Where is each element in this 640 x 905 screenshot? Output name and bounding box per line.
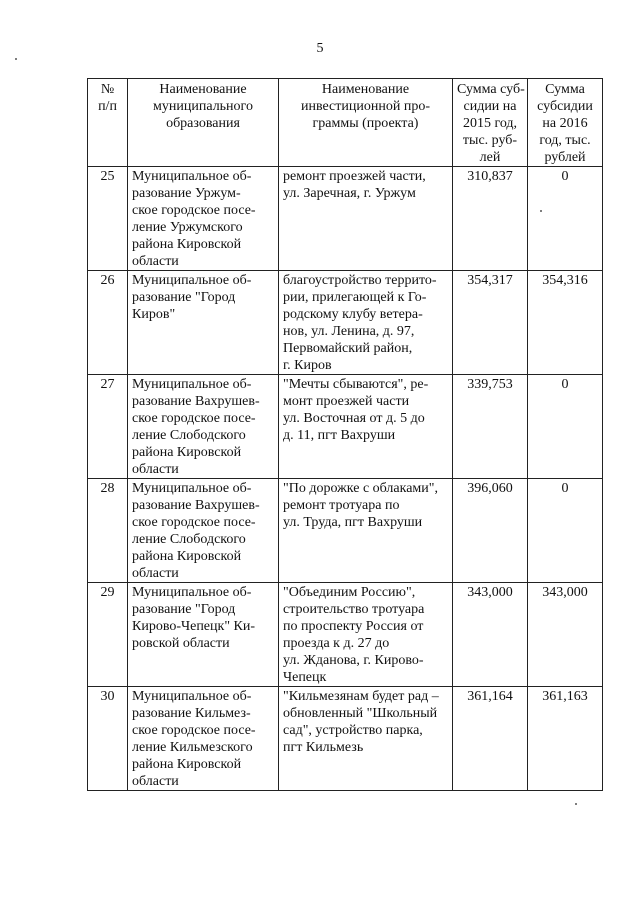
table-body: [88, 167, 603, 791]
municipality-line: области: [132, 254, 179, 269]
table-row: [88, 271, 603, 375]
header-line: сидии на: [463, 99, 517, 114]
program-cell: [279, 375, 453, 479]
header-line: образования: [166, 116, 240, 131]
row-number-cell: 30: [88, 687, 128, 791]
scan-speck: [15, 58, 17, 60]
municipality-line: разование Вахрушев-: [132, 498, 260, 513]
header-line: инвестиционной про-: [300, 99, 430, 114]
header-line: на 2016: [542, 116, 588, 131]
municipality-line: ление Слободского: [132, 428, 246, 443]
program-line: проезда к д. 27 до: [283, 636, 390, 651]
municipality-line: разование Кильмез-: [132, 706, 251, 721]
program-line: ремонт тротуара по: [283, 498, 400, 513]
municipality-cell: [128, 375, 279, 479]
sum-2015-cell: 396,060: [453, 479, 528, 583]
program-line: ул. Заречная, г. Уржум: [283, 186, 416, 201]
municipality-line: разование Вахрушев-: [132, 394, 260, 409]
row-number-cell: 26: [88, 271, 128, 375]
program-line: ремонт проезжей части,: [283, 169, 426, 184]
municipality-line: ское городское посе-: [132, 723, 256, 738]
program-cell: [279, 271, 453, 375]
header-line: рублей: [544, 150, 586, 165]
row-number-cell: 28: [88, 479, 128, 583]
program-line: монт проезжей части: [283, 394, 410, 409]
sum-2016-cell: 354,316: [528, 271, 603, 375]
header-sum-2016: [528, 79, 603, 167]
program-cell: [279, 167, 453, 271]
scan-speck: [540, 210, 542, 212]
program-line: благоустройство террито-: [283, 273, 437, 288]
header-line: граммы (проекта): [312, 116, 419, 131]
program-line: "Мечты сбываются", ре-: [283, 377, 429, 392]
municipality-line: разование "Город: [132, 290, 236, 305]
municipality-line: Муниципальное об-: [132, 481, 252, 496]
header-line: Сумма суб-: [457, 82, 525, 97]
municipality-line: Кирово-Чепецк" Ки-: [132, 619, 256, 634]
program-line: родскому клубу ветера-: [283, 307, 423, 322]
municipality-cell: [128, 271, 279, 375]
municipality-line: ление Слободского: [132, 532, 246, 547]
row-number-cell: 25: [88, 167, 128, 271]
program-line: Первомайский район,: [283, 341, 413, 356]
header-line: год, тыс.: [539, 133, 591, 148]
header-line: субсидии: [537, 99, 593, 114]
municipality-line: района Кировской: [132, 757, 242, 772]
program-cell: [279, 583, 453, 687]
municipality-line: Муниципальное об-: [132, 689, 252, 704]
municipality-line: области: [132, 774, 179, 789]
header-line: лей: [479, 150, 501, 165]
sum-2015-cell: 310,837: [453, 167, 528, 271]
municipality-cell: [128, 687, 279, 791]
row-number-cell: 29: [88, 583, 128, 687]
subsidy-table: [87, 78, 603, 791]
municipality-line: района Кировской: [132, 549, 242, 564]
sum-2016-cell: 0: [528, 479, 603, 583]
program-line: обновленный "Школьный: [283, 706, 438, 721]
header-line: №: [100, 82, 115, 97]
program-line: сад", устройство парка,: [283, 723, 423, 738]
header-municipality: [128, 79, 279, 167]
program-line: г. Киров: [283, 358, 332, 373]
page-number: 5: [316, 41, 324, 56]
sum-2015-cell: 343,000: [453, 583, 528, 687]
header-line: 2015 год,: [462, 116, 518, 131]
program-line: "Кильмезянам будет рад –: [283, 689, 439, 704]
municipality-line: ление Кильмезского: [132, 740, 253, 755]
program-cell: [279, 687, 453, 791]
program-line: Чепецк: [283, 670, 327, 685]
header-sum-2015: [453, 79, 528, 167]
program-line: по проспекту Россия от: [283, 619, 424, 634]
table-row: [88, 167, 603, 271]
municipality-cell: [128, 167, 279, 271]
table-row: [88, 687, 603, 791]
program-line: ул. Восточная от д. 5 до: [283, 411, 425, 426]
program-line: ул. Жданова, г. Кирово-: [283, 653, 424, 668]
program-cell: [279, 479, 453, 583]
program-line: рии, прилегающей к Го-: [283, 290, 427, 305]
municipality-line: области: [132, 462, 179, 477]
sum-2016-cell: 0: [528, 375, 603, 479]
sum-2016-cell: 343,000: [528, 583, 603, 687]
municipality-line: Киров": [132, 307, 176, 322]
header-line: тыс. руб-: [462, 133, 518, 148]
municipality-line: ровской области: [132, 636, 230, 651]
municipality-cell: [128, 583, 279, 687]
program-line: "Объединим Россию",: [283, 585, 416, 600]
sum-2015-cell: 354,317: [453, 271, 528, 375]
header-line: Наименование: [321, 82, 410, 97]
municipality-line: разование "Город: [132, 602, 236, 617]
row-number-cell: 27: [88, 375, 128, 479]
municipality-line: ление Уржумского: [132, 220, 243, 235]
header-line: Наименование: [159, 82, 247, 97]
header-line: муниципального: [153, 99, 253, 114]
program-line: д. 11, пгт Вахруши: [283, 428, 396, 443]
municipality-line: ское городское посе-: [132, 411, 256, 426]
sum-2015-cell: 339,753: [453, 375, 528, 479]
municipality-line: района Кировской: [132, 237, 242, 252]
municipality-line: ское городское посе-: [132, 515, 256, 530]
municipality-line: Муниципальное об-: [132, 585, 252, 600]
sum-2015-cell: 361,164: [453, 687, 528, 791]
table-row: [88, 583, 603, 687]
program-line: нов, ул. Ленина, д. 97,: [283, 324, 415, 339]
municipality-line: области: [132, 566, 179, 581]
program-line: "По дорожке с облаками",: [283, 481, 438, 496]
program-line: ул. Труда, пгт Вахруши: [283, 515, 423, 530]
municipality-line: района Кировской: [132, 445, 242, 460]
municipality-line: Муниципальное об-: [132, 273, 252, 288]
header-line: п/п: [98, 99, 117, 114]
municipality-cell: [128, 479, 279, 583]
sum-2016-cell: 361,163: [528, 687, 603, 791]
header-number: [88, 79, 128, 167]
header-program: [279, 79, 453, 167]
program-line: строительство тротуара: [283, 602, 425, 617]
sum-2016-cell: 0: [528, 167, 603, 271]
header-line: Сумма: [545, 82, 585, 97]
municipality-line: ское городское посе-: [132, 203, 256, 218]
table-header-row: [88, 79, 603, 167]
program-line: пгт Кильмезь: [283, 740, 364, 755]
table-row: [88, 479, 603, 583]
municipality-line: разование Уржум-: [132, 186, 241, 201]
municipality-line: Муниципальное об-: [132, 377, 252, 392]
municipality-line: Муниципальное об-: [132, 169, 252, 184]
scan-speck: [575, 803, 577, 805]
table-row: [88, 375, 603, 479]
